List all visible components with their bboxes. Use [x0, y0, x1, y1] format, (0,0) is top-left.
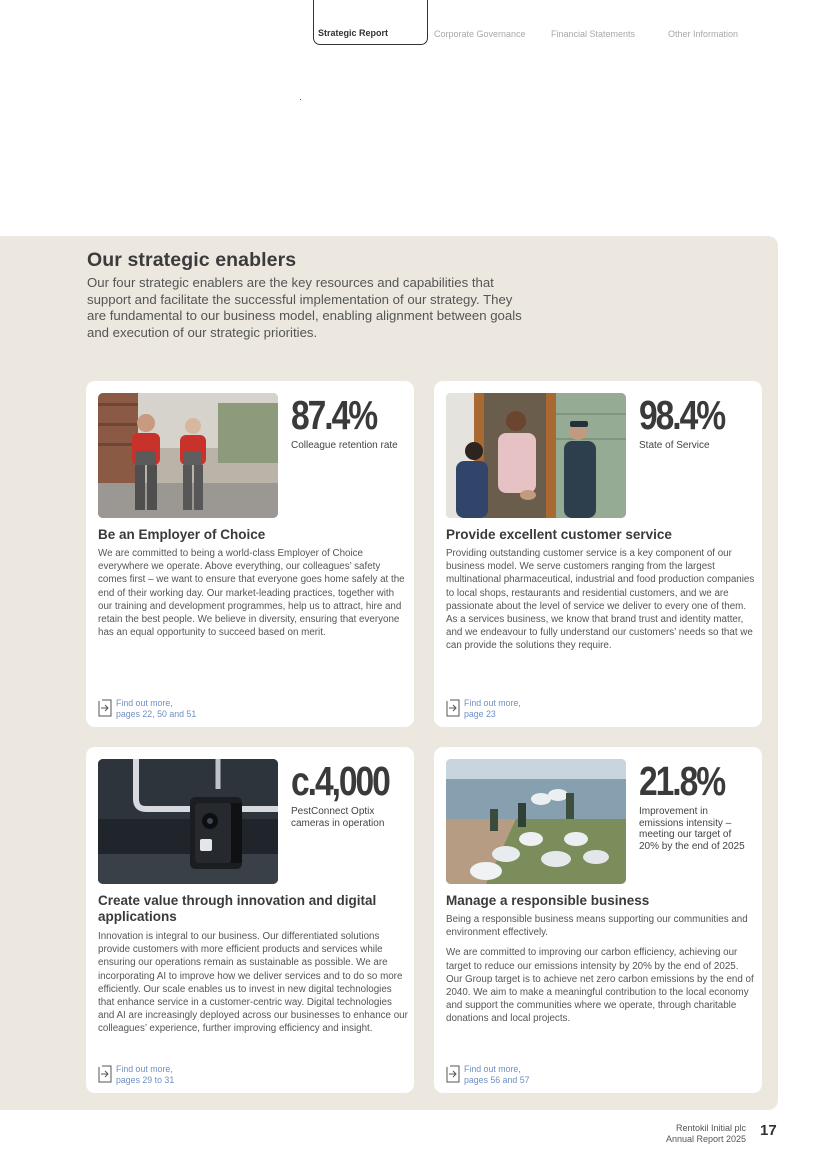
footer-report-name — [600, 1123, 746, 1144]
link-line-2: pages 22, 50 and 51 — [116, 708, 197, 719]
employees-photo — [98, 393, 278, 518]
stat-label: State of Service — [639, 440, 710, 451]
tab-other-information[interactable]: Other Information — [668, 29, 739, 39]
stat-value: c.4,000 — [291, 758, 389, 804]
card-title: Manage a responsible business — [446, 893, 650, 908]
link-line-2: pages 56 and 57 — [464, 1074, 530, 1085]
stat-value: 21.8% — [639, 758, 725, 804]
section-intro: Our four strategic enablers are the key resources and capabilities that support and facilitate the successful implementation of our strategy. They are fundamental to our business model, enabling alignment between goals and execution of our strategic priorities. — [87, 275, 522, 340]
section-title: Our strategic enablers — [87, 249, 297, 271]
pestconnect-camera-photo — [98, 759, 278, 884]
link-line-1: Find out more, — [116, 1064, 173, 1074]
card-body — [98, 547, 408, 639]
enabler-card-employer — [86, 381, 414, 727]
card-title: Be an Employer of Choice — [98, 527, 266, 542]
link-line-1: Find out more, — [116, 698, 173, 708]
card-paragraph: We are committed to being a world-class Employer of Choice everywhere we operate. Above everything, our colleagues’ safety comes first – we want to ensure that everyone goes home safely at the end of their working day. Our market-leading practices, together with our training and development programmes, help us to attract, hire and retain the best people. We believe in diversity, ensuring that everyone has an equal opportunity to succeed based on merit. — [98, 548, 405, 639]
stat-label: Improvement in emissions intensity – meeting our target of 20% by the end of 2025 — [639, 806, 745, 852]
customer-service-photo — [446, 393, 626, 518]
stat-label: PestConnect Optix cameras in operation — [291, 806, 385, 829]
tab-strategic-report[interactable]: Strategic Report — [313, 0, 428, 45]
arrow-page-icon — [446, 1065, 460, 1083]
footer-company: Rentokil Initial plc — [675, 1123, 746, 1133]
card-title: Provide excellent customer service — [446, 527, 672, 542]
stat-value: 87.4% — [291, 392, 377, 438]
coastal-volunteers-photo — [446, 759, 626, 884]
enabler-card-responsible-business — [434, 747, 762, 1093]
arrow-page-icon — [446, 699, 460, 717]
enabler-card-customer-service — [434, 381, 762, 727]
arrow-page-icon — [98, 699, 112, 717]
tab-financial-statements[interactable]: Financial Statements — [551, 29, 636, 39]
card-paragraph: Being a responsible business means supporting our communities and environment effectively. — [446, 914, 748, 939]
card-body — [446, 547, 756, 653]
stat-value: 98.4% — [639, 392, 725, 438]
stray-dot — [300, 99, 301, 100]
arrow-page-icon — [98, 1065, 112, 1083]
stat-label: Colleague retention rate — [291, 440, 398, 451]
card-paragraph: Innovation is integral to our business. Our differentiated solutions provide customers with more efficient products and services while ensuring our operations remain as sustainable as possible. We are incorporating AI to improve how we deliver services and to do so more efficiently. Our scale enables us to invest in new digital technologies that enhance service in a customer-centric way. Digital technologies and AI are increasingly deployed across our businesses to enhance our colleagues’ experience, further improving efficiency and insight. — [98, 931, 408, 1035]
section-nav — [0, 0, 825, 46]
page-number: 17 — [760, 1122, 777, 1139]
card-title: Create value through innovation and digital applications — [98, 893, 377, 924]
link-line-2: page 23 — [464, 708, 496, 719]
card-body — [98, 930, 408, 1036]
link-line-1: Find out more, — [464, 698, 521, 708]
enabler-card-innovation — [86, 747, 414, 1093]
card-paragraph: Providing outstanding customer service is a key component of our business model. We serve customers ranging from the largest multinational pharmaceutical, industrial and food production companies to local shops, restaurants and residential customers, and we are passionate about the level of service we deliver to every one of them. As a services business, we know that brand trust and identity matter, and we endeavour to fully understand our customers’ needs so that we can provide the solutions they require. — [446, 548, 755, 652]
card-body — [446, 913, 756, 1026]
link-line-1: Find out more, — [464, 1064, 521, 1074]
card-paragraph: We are committed to improving our carbon efficiency, achieving our target to reduce our emissions intensity by 20% by the end of 2025. Our Group target is to achieve net zero carbon emissions by the end of 2040. We aim to make a meaningful contribution to the local economy and support the communities where we operate, through charitable donations and local projects. — [446, 947, 754, 1025]
link-line-2: pages 29 to 31 — [116, 1074, 175, 1085]
tab-corporate-governance[interactable]: Corporate Governance — [434, 29, 526, 39]
footer-report: Annual Report 2025 — [665, 1133, 746, 1144]
